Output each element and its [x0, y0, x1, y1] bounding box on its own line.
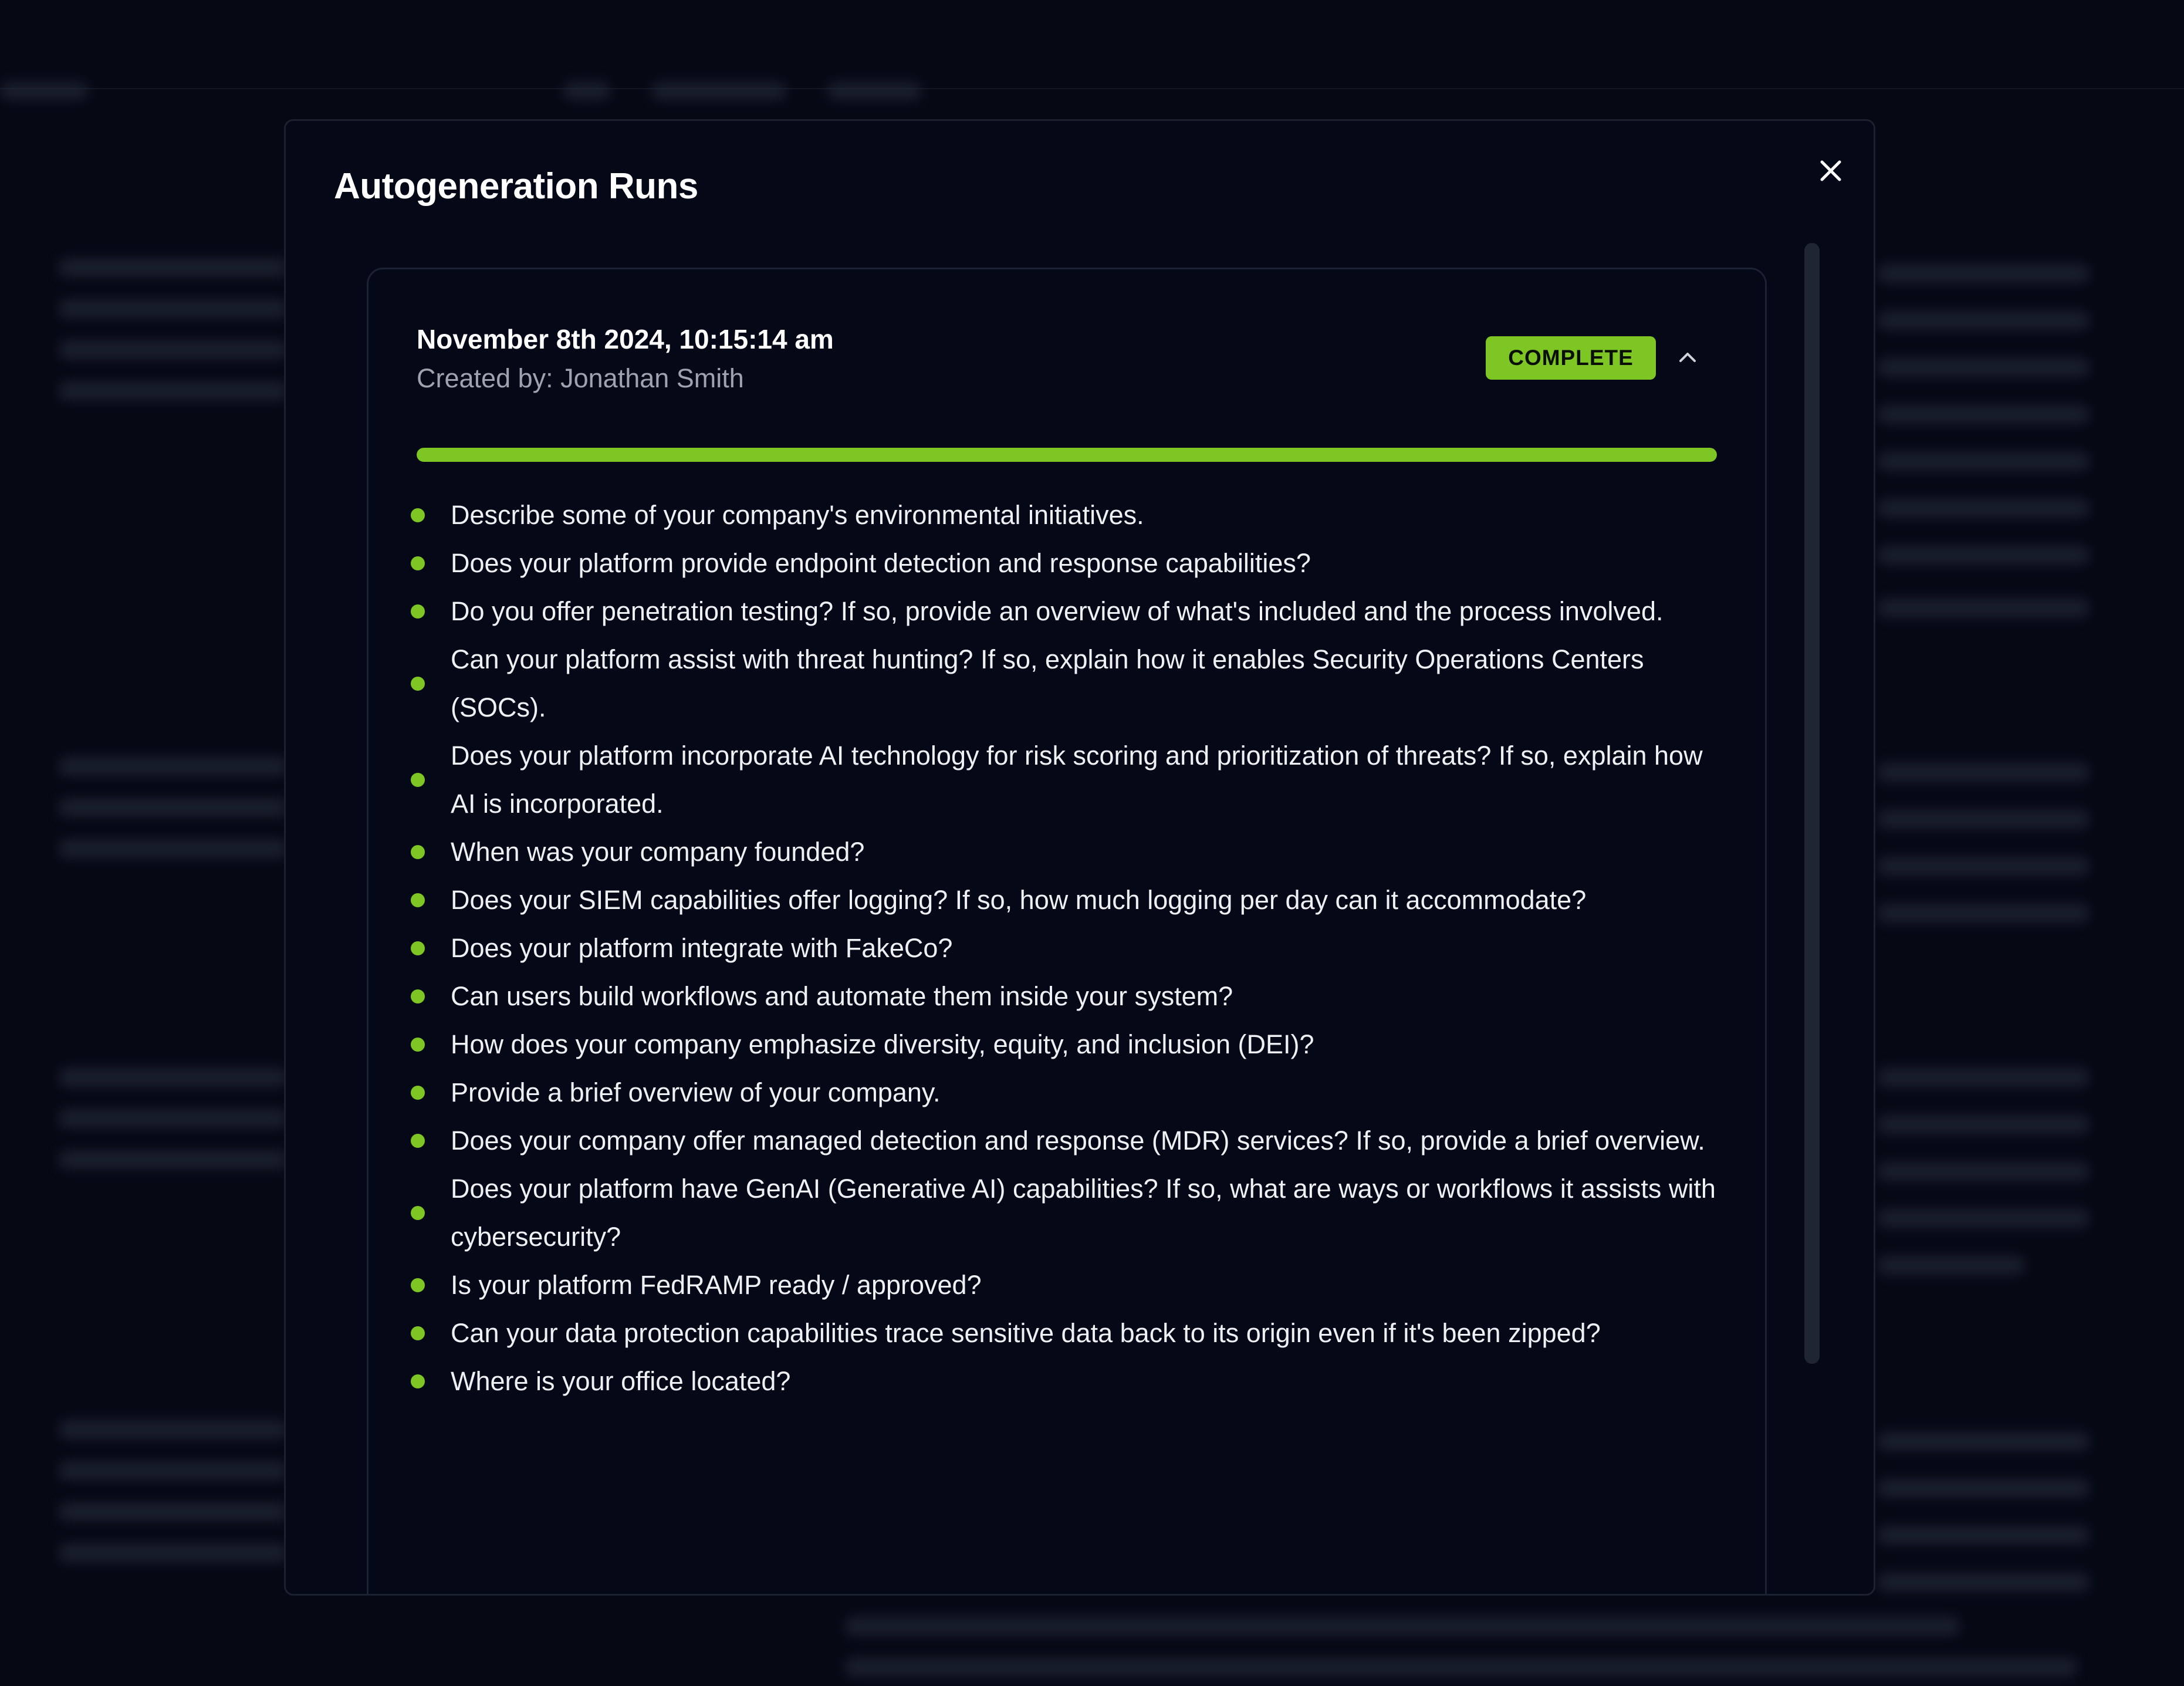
bullet-dot-icon — [411, 941, 425, 955]
background-blur — [59, 1543, 288, 1562]
question-text: Can your data protection capabilities trace sensitive data back to its origin even if it's been zipped? — [451, 1318, 1601, 1348]
background-blur — [1878, 405, 2089, 424]
run-card — [367, 268, 1767, 1596]
autogeneration-runs-modal — [284, 119, 1875, 1596]
background-blur — [1878, 1479, 2089, 1498]
bullet-dot-icon — [411, 1374, 425, 1388]
scrollbar[interactable] — [1804, 243, 1820, 1364]
question-text: When was your company founded? — [451, 837, 865, 867]
bullet-dot-icon — [411, 508, 425, 522]
close-icon — [1810, 150, 1851, 191]
question-item — [411, 491, 1725, 539]
bullet-dot-icon — [411, 893, 425, 907]
question-text: Provide a brief overview of your company. — [451, 1077, 941, 1107]
question-text: Do you offer penetration testing? If so, provide an overview of what's included and the process involved. — [451, 596, 1664, 626]
question-text: Does your company offer managed detection and response (MDR) services? If so, provide a brief overview. — [451, 1126, 1705, 1155]
question-text: Does your SIEM capabilities offer logging? If so, how much logging per day can it accommodate? — [451, 885, 1587, 915]
background-blur — [1878, 1432, 2089, 1451]
bullet-dot-icon — [411, 1086, 425, 1100]
question-text: Does your platform have GenAI (Generative AI) capabilities? If so, what are ways or workflows it assists with cybersecurity? — [451, 1174, 1716, 1252]
question-text: How does your company emphasize diversity, equity, and inclusion (DEI)? — [451, 1029, 1314, 1059]
background-blur — [1878, 546, 2089, 565]
background-blur — [1878, 763, 2089, 782]
bullet-dot-icon — [411, 773, 425, 787]
background-blur — [59, 1150, 288, 1169]
background-blur — [1878, 452, 2089, 471]
background-blur — [1878, 358, 2089, 377]
background-blur — [563, 82, 610, 100]
background-blur — [59, 798, 288, 817]
question-text: Describe some of your company's environmental initiatives. — [451, 500, 1144, 530]
scrollbar-thumb[interactable] — [1804, 243, 1820, 1364]
progress-bar-fill — [417, 448, 1717, 462]
chevron-up-icon — [1670, 340, 1705, 375]
question-text: Does your platform integrate with FakeCo? — [451, 933, 953, 963]
question-item — [411, 636, 1725, 732]
question-item — [411, 539, 1725, 587]
runs-scroll-area[interactable] — [367, 268, 1769, 1596]
background-blur — [1878, 1115, 2089, 1134]
background-blur — [59, 757, 288, 776]
background-blur — [1878, 857, 2089, 876]
close-button[interactable] — [1810, 150, 1851, 191]
background-blur — [1878, 1068, 2089, 1087]
question-item — [411, 732, 1725, 828]
question-item — [411, 1117, 1725, 1165]
question-list — [411, 491, 1725, 1405]
background-blur — [827, 82, 921, 100]
background-blur — [1878, 1209, 2089, 1228]
bullet-dot-icon — [411, 1326, 425, 1340]
background-blur — [59, 1068, 288, 1087]
status-badge: COMPLETE — [1486, 336, 1656, 380]
run-created-by: Created by: Jonathan Smith — [417, 363, 744, 393]
background-blur — [845, 1617, 1960, 1636]
background-blur — [1878, 810, 2089, 829]
question-text: Can users build workflows and automate them inside your system? — [451, 981, 1233, 1011]
question-text: Is your platform FedRAMP ready / approved? — [451, 1270, 982, 1300]
bullet-dot-icon — [411, 604, 425, 619]
background-blur — [59, 839, 288, 858]
bullet-dot-icon — [411, 989, 425, 1004]
bullet-dot-icon — [411, 677, 425, 691]
run-date: November 8th 2024, 10:15:14 am — [417, 324, 834, 354]
question-item — [411, 924, 1725, 972]
background-blur — [1878, 1573, 2089, 1592]
background-blur — [1878, 311, 2089, 330]
bullet-dot-icon — [411, 1134, 425, 1148]
bullet-dot-icon — [411, 556, 425, 570]
background-blur — [59, 381, 288, 400]
question-item — [411, 587, 1725, 636]
collapse-run-button[interactable] — [1670, 340, 1705, 375]
background-blur — [1878, 1256, 2024, 1275]
background-blur — [59, 340, 288, 359]
background-divider — [0, 88, 2184, 89]
progress-bar — [417, 448, 1717, 462]
background-blur — [1878, 599, 2089, 617]
bullet-dot-icon — [411, 1278, 425, 1292]
background-blur — [59, 299, 288, 318]
background-blur — [1878, 499, 2089, 518]
question-text: Where is your office located? — [451, 1366, 791, 1396]
background-blur — [651, 82, 786, 100]
modal-title: Autogeneration Runs — [334, 166, 698, 207]
question-item — [411, 1261, 1725, 1309]
question-text: Does your platform incorporate AI technology for risk scoring and prioritization of threats? If so, explain how AI is incorporated. — [451, 741, 1703, 819]
question-item — [411, 1069, 1725, 1117]
question-item — [411, 828, 1725, 876]
background-blur — [59, 1420, 288, 1439]
bullet-dot-icon — [411, 845, 425, 859]
background-blur — [59, 1502, 288, 1521]
question-item — [411, 876, 1725, 924]
background-blur — [1878, 1162, 2089, 1181]
background-blur — [59, 1109, 288, 1128]
background-blur — [1878, 904, 2089, 923]
question-text: Can your platform assist with threat hunting? If so, explain how it enables Security Operations Centers (SOCs). — [451, 644, 1644, 722]
bullet-dot-icon — [411, 1038, 425, 1052]
question-item — [411, 1357, 1725, 1405]
bullet-dot-icon — [411, 1206, 425, 1220]
background-blur — [1878, 264, 2089, 283]
background-blur — [59, 1461, 288, 1480]
background-blur — [59, 258, 288, 277]
question-item — [411, 1165, 1725, 1261]
background-blur — [845, 1658, 2077, 1677]
question-text: Does your platform provide endpoint detection and response capabilities? — [451, 548, 1311, 578]
question-item — [411, 972, 1725, 1021]
question-item — [411, 1309, 1725, 1357]
background-blur — [0, 82, 88, 100]
question-item — [411, 1021, 1725, 1069]
background-blur — [1878, 1526, 2089, 1545]
